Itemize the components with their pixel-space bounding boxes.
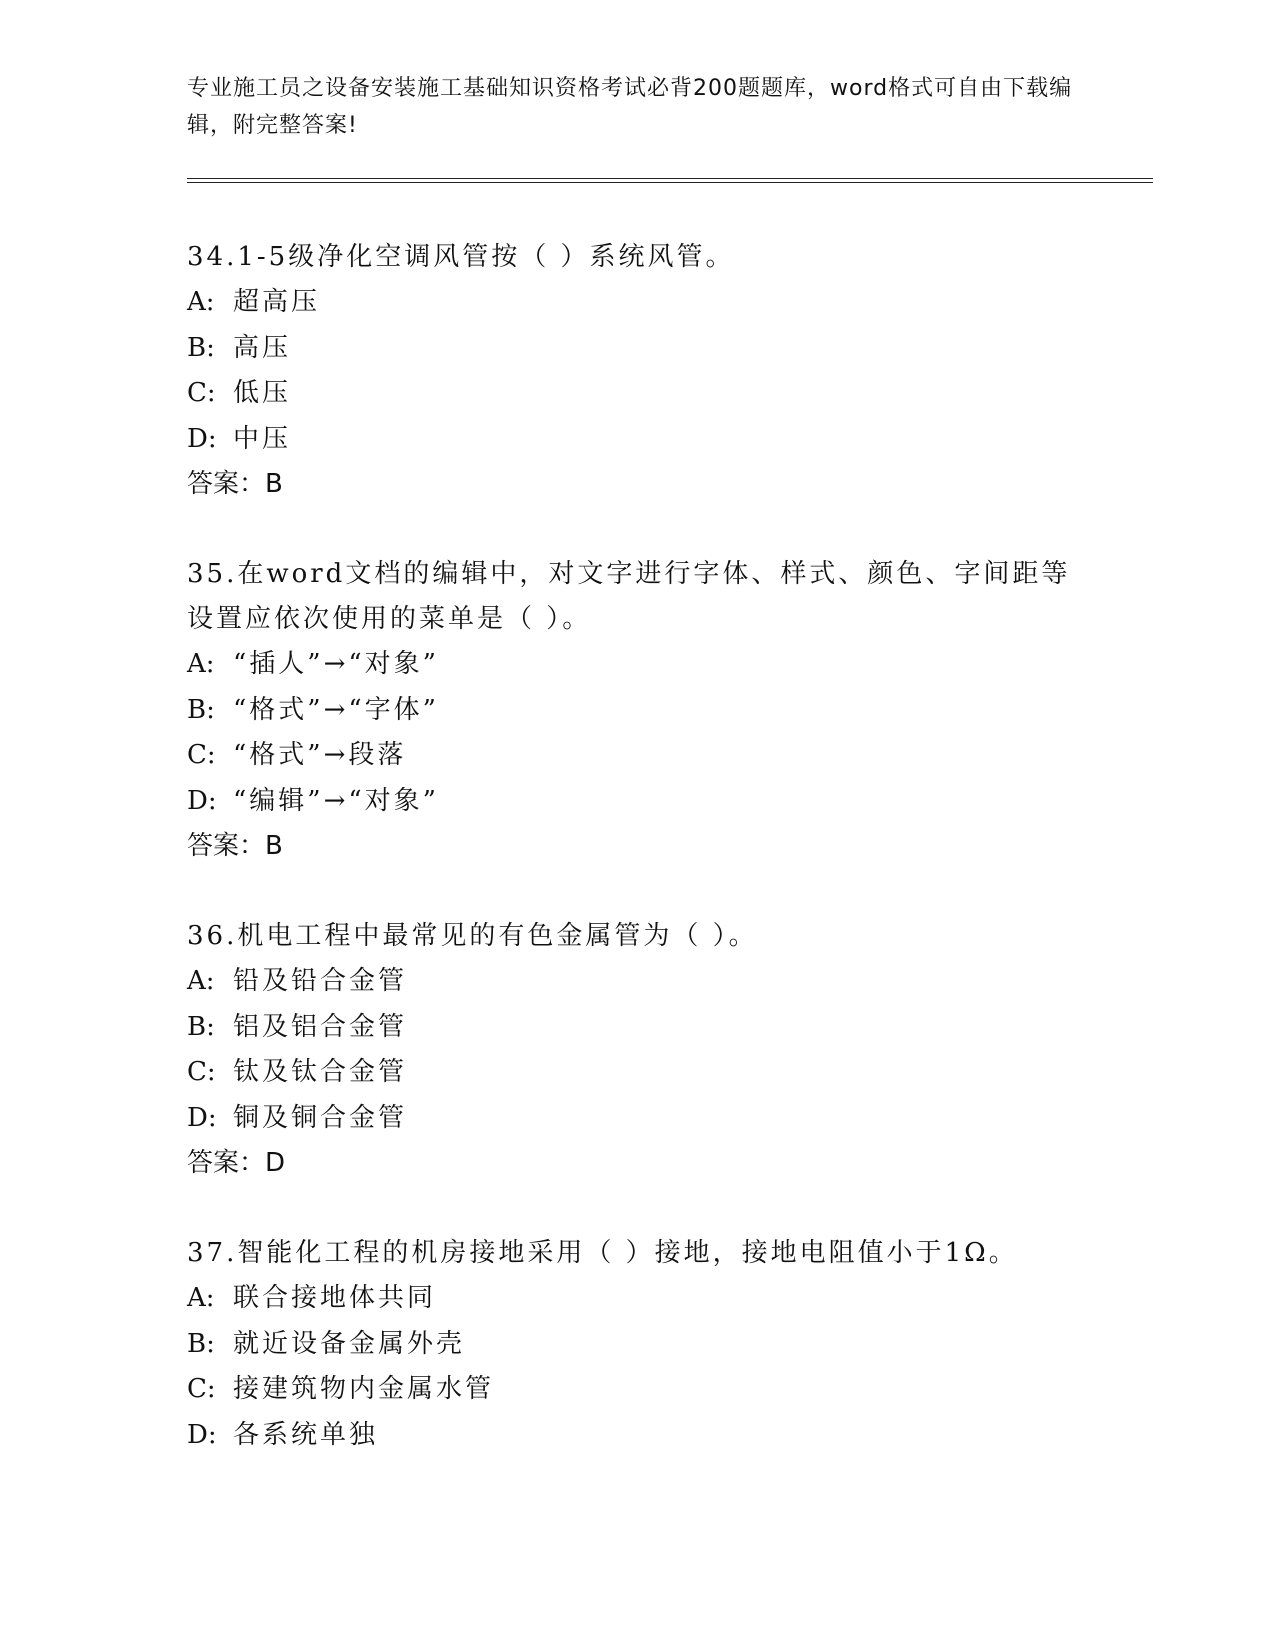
option-text: 就近设备金属外壳	[233, 1328, 466, 1359]
option-text: “插人”→“对象”	[233, 649, 439, 679]
option-text: 铅及铅合金管	[233, 966, 408, 996]
option-letter: B:	[187, 332, 215, 363]
option-letter: A:	[187, 649, 215, 679]
option-b	[187, 326, 1087, 372]
option-c	[187, 1367, 1087, 1413]
option-text: 接建筑物内金属水管	[233, 1374, 495, 1404]
document-header	[187, 70, 1087, 144]
answer-line: 答案：B	[187, 831, 283, 861]
option-text: “格式”→“字体”	[233, 694, 439, 725]
option-b	[187, 1005, 1087, 1051]
option-text: 各系统单独	[233, 1419, 379, 1450]
option-letter: B:	[187, 1011, 215, 1042]
question-stem: 37.智能化工程的机房接地采用（ ）接地，接地电阻值小于1Ω。	[187, 1238, 1018, 1268]
document-title: 专业施工员之设备安装施工基础知识资格考试必背200题题库，word格式可自由下载编辑，附完整答案!	[187, 76, 1073, 138]
option-c	[187, 733, 1087, 779]
option-c	[187, 371, 1087, 417]
option-text: “编辑”→“对象”	[233, 785, 439, 816]
question-35	[187, 552, 1087, 869]
question-34	[187, 235, 1087, 507]
option-a	[187, 1276, 1087, 1322]
option-letter: C:	[187, 1057, 216, 1087]
option-d	[187, 417, 1087, 463]
option-letter: C:	[187, 378, 216, 408]
option-text: 联合接地体共同	[233, 1283, 437, 1313]
option-letter: C:	[187, 740, 216, 770]
option-letter: D:	[187, 1102, 217, 1133]
option-text: 中压	[233, 423, 292, 454]
option-text: 低压	[233, 378, 292, 408]
option-d	[187, 779, 1087, 825]
question-37	[187, 1231, 1087, 1458]
option-text: 钛及钛合金管	[233, 1057, 408, 1087]
question-stem: 35.在word文档的编辑中，对文字进行字体、样式、颜色、字间距等设置应依次使用的菜单是（ ）。	[187, 559, 1071, 634]
option-letter: D:	[187, 423, 217, 454]
option-letter: D:	[187, 785, 217, 816]
option-a	[187, 280, 1087, 326]
option-text: 铜及铜合金管	[233, 1102, 408, 1133]
option-letter: B:	[187, 694, 215, 725]
option-letter: A:	[187, 1283, 215, 1313]
answer-line: 答案：B	[187, 469, 283, 499]
question-list	[187, 235, 1087, 1503]
option-a	[187, 642, 1087, 688]
option-b	[187, 1322, 1087, 1368]
option-c	[187, 1050, 1087, 1096]
question-stem: 36.机电工程中最常见的有色金属管为（ ）。	[187, 921, 758, 951]
option-text: “格式”→段落	[233, 740, 407, 770]
option-letter: A:	[187, 966, 215, 996]
answer-line: 答案：D	[187, 1148, 286, 1178]
option-text: 超高压	[233, 287, 321, 317]
option-d	[187, 1096, 1087, 1142]
option-letter: C:	[187, 1374, 216, 1404]
question-stem: 34.1-5级净化空调风管按（ ）系统风管。	[187, 242, 735, 272]
option-text: 高压	[233, 332, 292, 363]
header-divider	[187, 178, 1153, 183]
option-a	[187, 959, 1087, 1005]
option-b	[187, 688, 1087, 734]
option-letter: B:	[187, 1328, 215, 1359]
question-36	[187, 914, 1087, 1186]
option-letter: D:	[187, 1419, 217, 1450]
option-letter: A:	[187, 287, 215, 317]
option-text: 铝及铝合金管	[233, 1011, 408, 1042]
option-d	[187, 1413, 1087, 1459]
